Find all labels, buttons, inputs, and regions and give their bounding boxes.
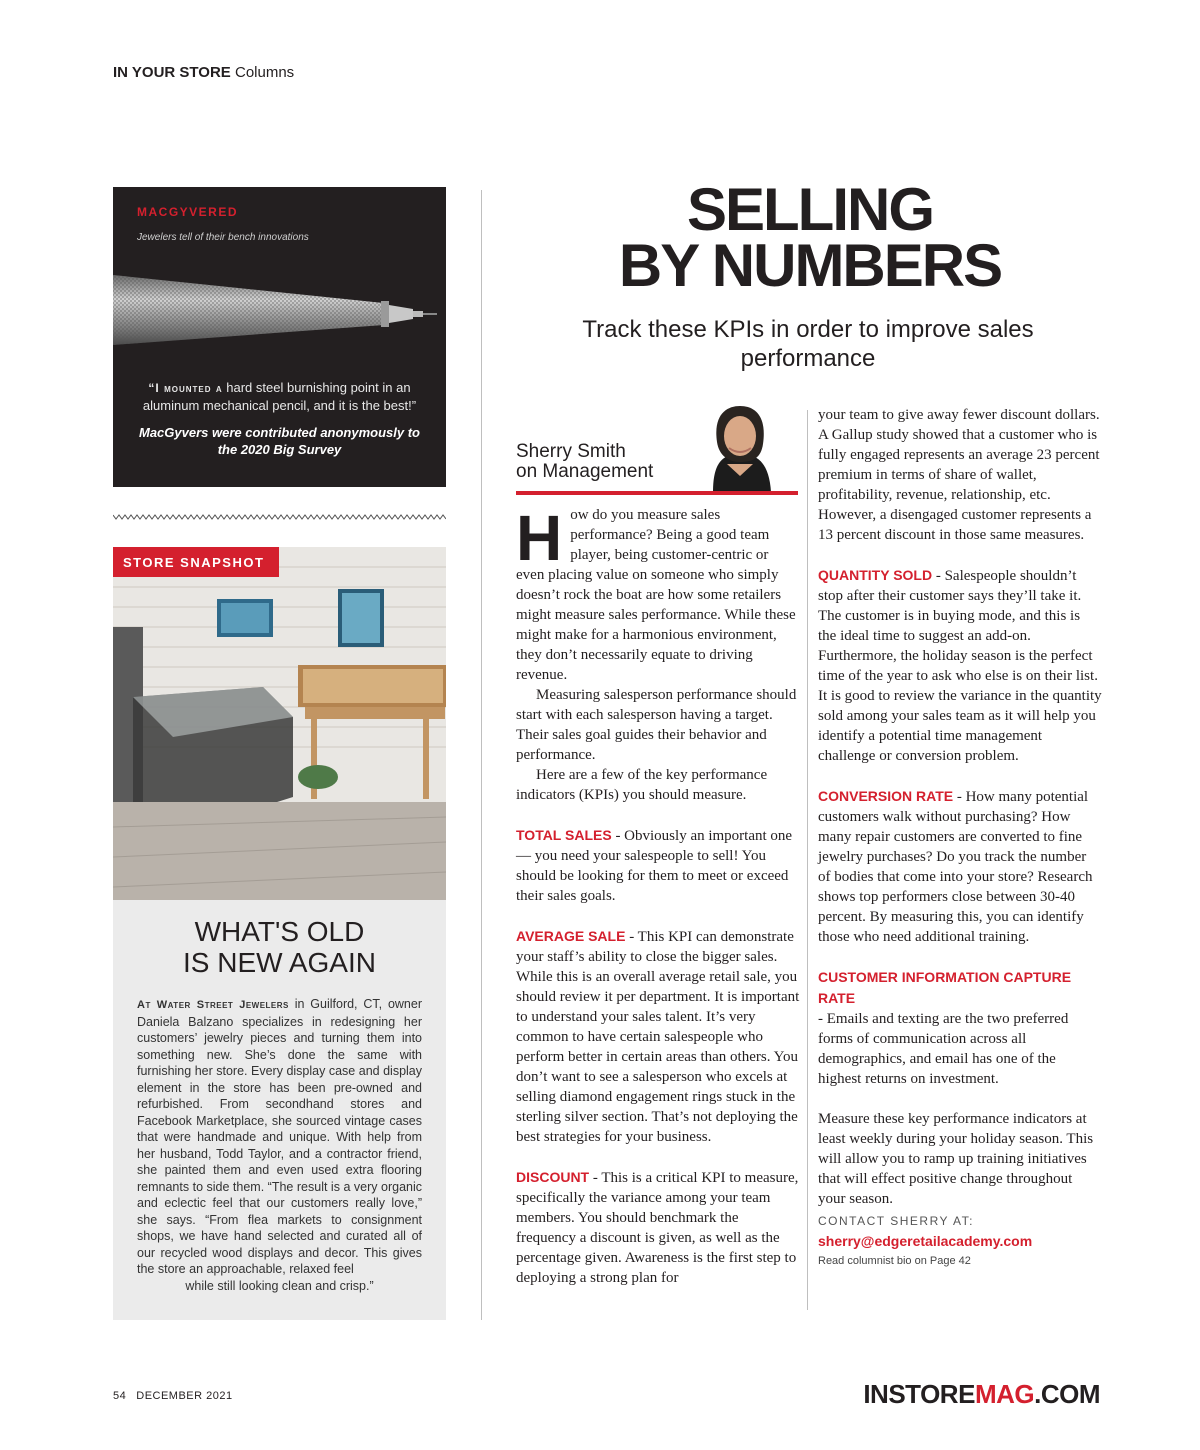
contact-label: CONTACT SHERRY AT: — [818, 1214, 974, 1228]
macgyvered-subtitle: Jewelers tell of their bench innovations — [137, 232, 309, 243]
section-subname: Columns — [234, 64, 295, 81]
kpi-text: - This KPI can demonstrate your staff’s ability to close the bigger sales. While this is an overall average retail sale, you should review it per department. It is important to understand your sales talent. It’s very common to have certain salespeople who perform better in certain areas than others. You don’t want to see a salesperson who excels at selling diamond engagement rings stuck in the sterling silver section. That’s not deploying the best strategies for your business. — [516, 929, 800, 1145]
kpi-text: - Salespeople shouldn’t stop after their customer says they’ll take it. The customer is in buying mode, and this is the ideal time to suggest an add-on. Furthermore, the holiday season is the perfect time of the year to ask who else is on their list. It is good to review the variance in the quantity sold among your sales team as it will help you identify a potential time management challenge or conversion problem. — [818, 568, 1102, 764]
byline-name: Sherry Smith — [516, 441, 626, 462]
kpi-label: CUSTOMER INFORMATION CAPTURE RATE — [818, 969, 1072, 1006]
kpi-capture-rate — [818, 967, 1102, 1089]
issue-date: DECEMBER 2021 — [136, 1390, 233, 1402]
snapshot-lead: At Water Street Jewelers — [137, 999, 289, 1011]
kpi-label: QUANTITY SOLD — [818, 567, 933, 583]
snapshot-text: in Guilford, CT, owner Daniela Balzano specializes in redesigning her customers’ jewelry pieces and turning them into something new. She’s done the same with furnishing her store. Every display case and display element in the store has been pre-owned and refurbished. From secondhand stores and Facebook Marketplace, she sourced vintage cases that were handmade and unique. With help from her husband, Todd Taylor, and a contractor friend, she painted them and even used extra flooring remnants to side them. “The result is a very organic and eclectic feel that our customers really love,” she says. “From flea markets to consignment shops, we have hand selected and curated all of our recycled wood displays and decor. This gives the store an approachable, relaxed feel — [137, 997, 422, 1276]
intro-text: ow do you measure sales performance? Being a good team player, being customer-centric or even placing value on someone who simply doesn’t rock the boat are how some retailers might measure sales performance. While these might make for a harmonious environment, they don’t necessarily equate to driving revenue. — [516, 507, 796, 683]
byline-role: on Management — [516, 461, 654, 482]
kpi-total-sales — [516, 825, 800, 906]
kpi-discount — [516, 1167, 800, 1288]
macgyvered-note: MacGyvers were contributed anonymously to the 2020 Big Survey — [138, 425, 421, 457]
quote-text: hard steel burnishing point in an aluminum mechanical pencil, and it is the best!” — [142, 380, 417, 413]
bio-note: Read columnist bio on Page 42 — [818, 1255, 971, 1267]
article-column-1 — [516, 502, 800, 1288]
paragraph: Here are a few of the key performance indicators (KPIs) you should measure. — [516, 767, 768, 803]
snapshot-body — [137, 996, 422, 1294]
page-number: 54 — [113, 1390, 127, 1402]
snapshot-text-end: while still looking clean and crisp.” — [185, 1278, 374, 1293]
kpi-text: - Obviously an important one — you need your salespeople to sell! You should be looking for them to meet or exceed their sales goals. — [516, 828, 793, 904]
author-headshot — [683, 402, 797, 492]
column-divider — [481, 190, 482, 1320]
headline-line2: BY NUMBERS — [618, 232, 1002, 299]
kpi-text: - Emails and texting are the two preferred forms of communication across all demographics, and email has one of the highest returns on investment. — [818, 1011, 1069, 1087]
byline-rule — [516, 491, 798, 495]
store-snapshot-label: STORE SNAPSHOT — [113, 547, 279, 577]
brand-part: MAG — [974, 1379, 1035, 1409]
store-snapshot-panel — [113, 900, 446, 1320]
closing-paragraph: Measure these key performance indicators at least weekly during your holiday season. This will allow you to ramp up training initiatives that will effect positive change throughout your season. — [818, 1111, 1094, 1207]
byline — [516, 442, 653, 482]
folio — [113, 1390, 243, 1402]
section-name: IN YOUR STORE — [113, 64, 231, 81]
column-divider — [807, 410, 808, 1310]
contact-email-link[interactable]: sherry@edgeretailacademy.com — [818, 1233, 1033, 1249]
article-headline — [560, 176, 1060, 299]
kpi-label: DISCOUNT — [516, 1169, 590, 1185]
kpi-text: - This is a critical KPI to measure, specifically the variance among your team members. You should benchmark the frequency a discount is given, as well as the percentage given. Awareness is the first step to deploying a strong plan for — [516, 1170, 799, 1286]
zigzag-divider — [113, 512, 446, 522]
kpi-label: TOTAL SALES — [516, 827, 612, 843]
paragraph: Measuring salesperson performance should start with each salesperson having a target. Their sales goal guides their behavior and performance. — [516, 687, 797, 763]
macgyvered-box — [113, 187, 446, 487]
intro-paragraph — [516, 502, 800, 685]
drop-cap: H — [516, 502, 563, 574]
kpi-label: CONVERSION RATE — [818, 788, 954, 804]
article-column-2 — [818, 405, 1102, 1271]
section-header — [113, 64, 294, 81]
kpi-text: - How many potential customers walk without purchasing? How many repair customers are converted to fine jewelry purchases? Do you track the number of bodies that come into your store? Research shows top performers close between 30-40 percent. By measuring this, you can identify those who need additional training. — [818, 789, 1093, 945]
snapshot-title — [113, 916, 446, 978]
snapshot-title-line1: WHAT'S OLD — [194, 916, 365, 947]
brand-logo — [863, 1379, 1100, 1410]
kpi-average-sale — [516, 926, 800, 1147]
brand-part: .COM — [1034, 1379, 1100, 1409]
kpi-conversion-rate — [818, 786, 1102, 947]
kpi-label: AVERAGE SALE — [516, 928, 626, 944]
store-interior-photo — [113, 547, 446, 900]
mechanical-pencil-image — [113, 275, 446, 365]
macgyvered-quote — [133, 379, 426, 414]
quote-lead: “I mounted a — [148, 381, 223, 395]
kpi-quantity-sold — [818, 565, 1102, 766]
snapshot-title-line2: IS NEW AGAIN — [183, 947, 376, 978]
macgyvered-label: MACGYVERED — [137, 205, 239, 219]
headline-line1: SELLING — [686, 176, 933, 243]
paragraph: your team to give away fewer discount dollars. A Gallup study showed that a customer who is fully engaged represents an average 23 percent premium in terms of share of wallet, profitability, revenue, relationship, etc. However, a disengaged customer represents a 13 percent discount in those same measures. — [818, 407, 1100, 543]
article-dek: Track these KPIs in order to improve sales performance — [582, 316, 1034, 372]
brand-part: INSTORE — [863, 1379, 975, 1409]
